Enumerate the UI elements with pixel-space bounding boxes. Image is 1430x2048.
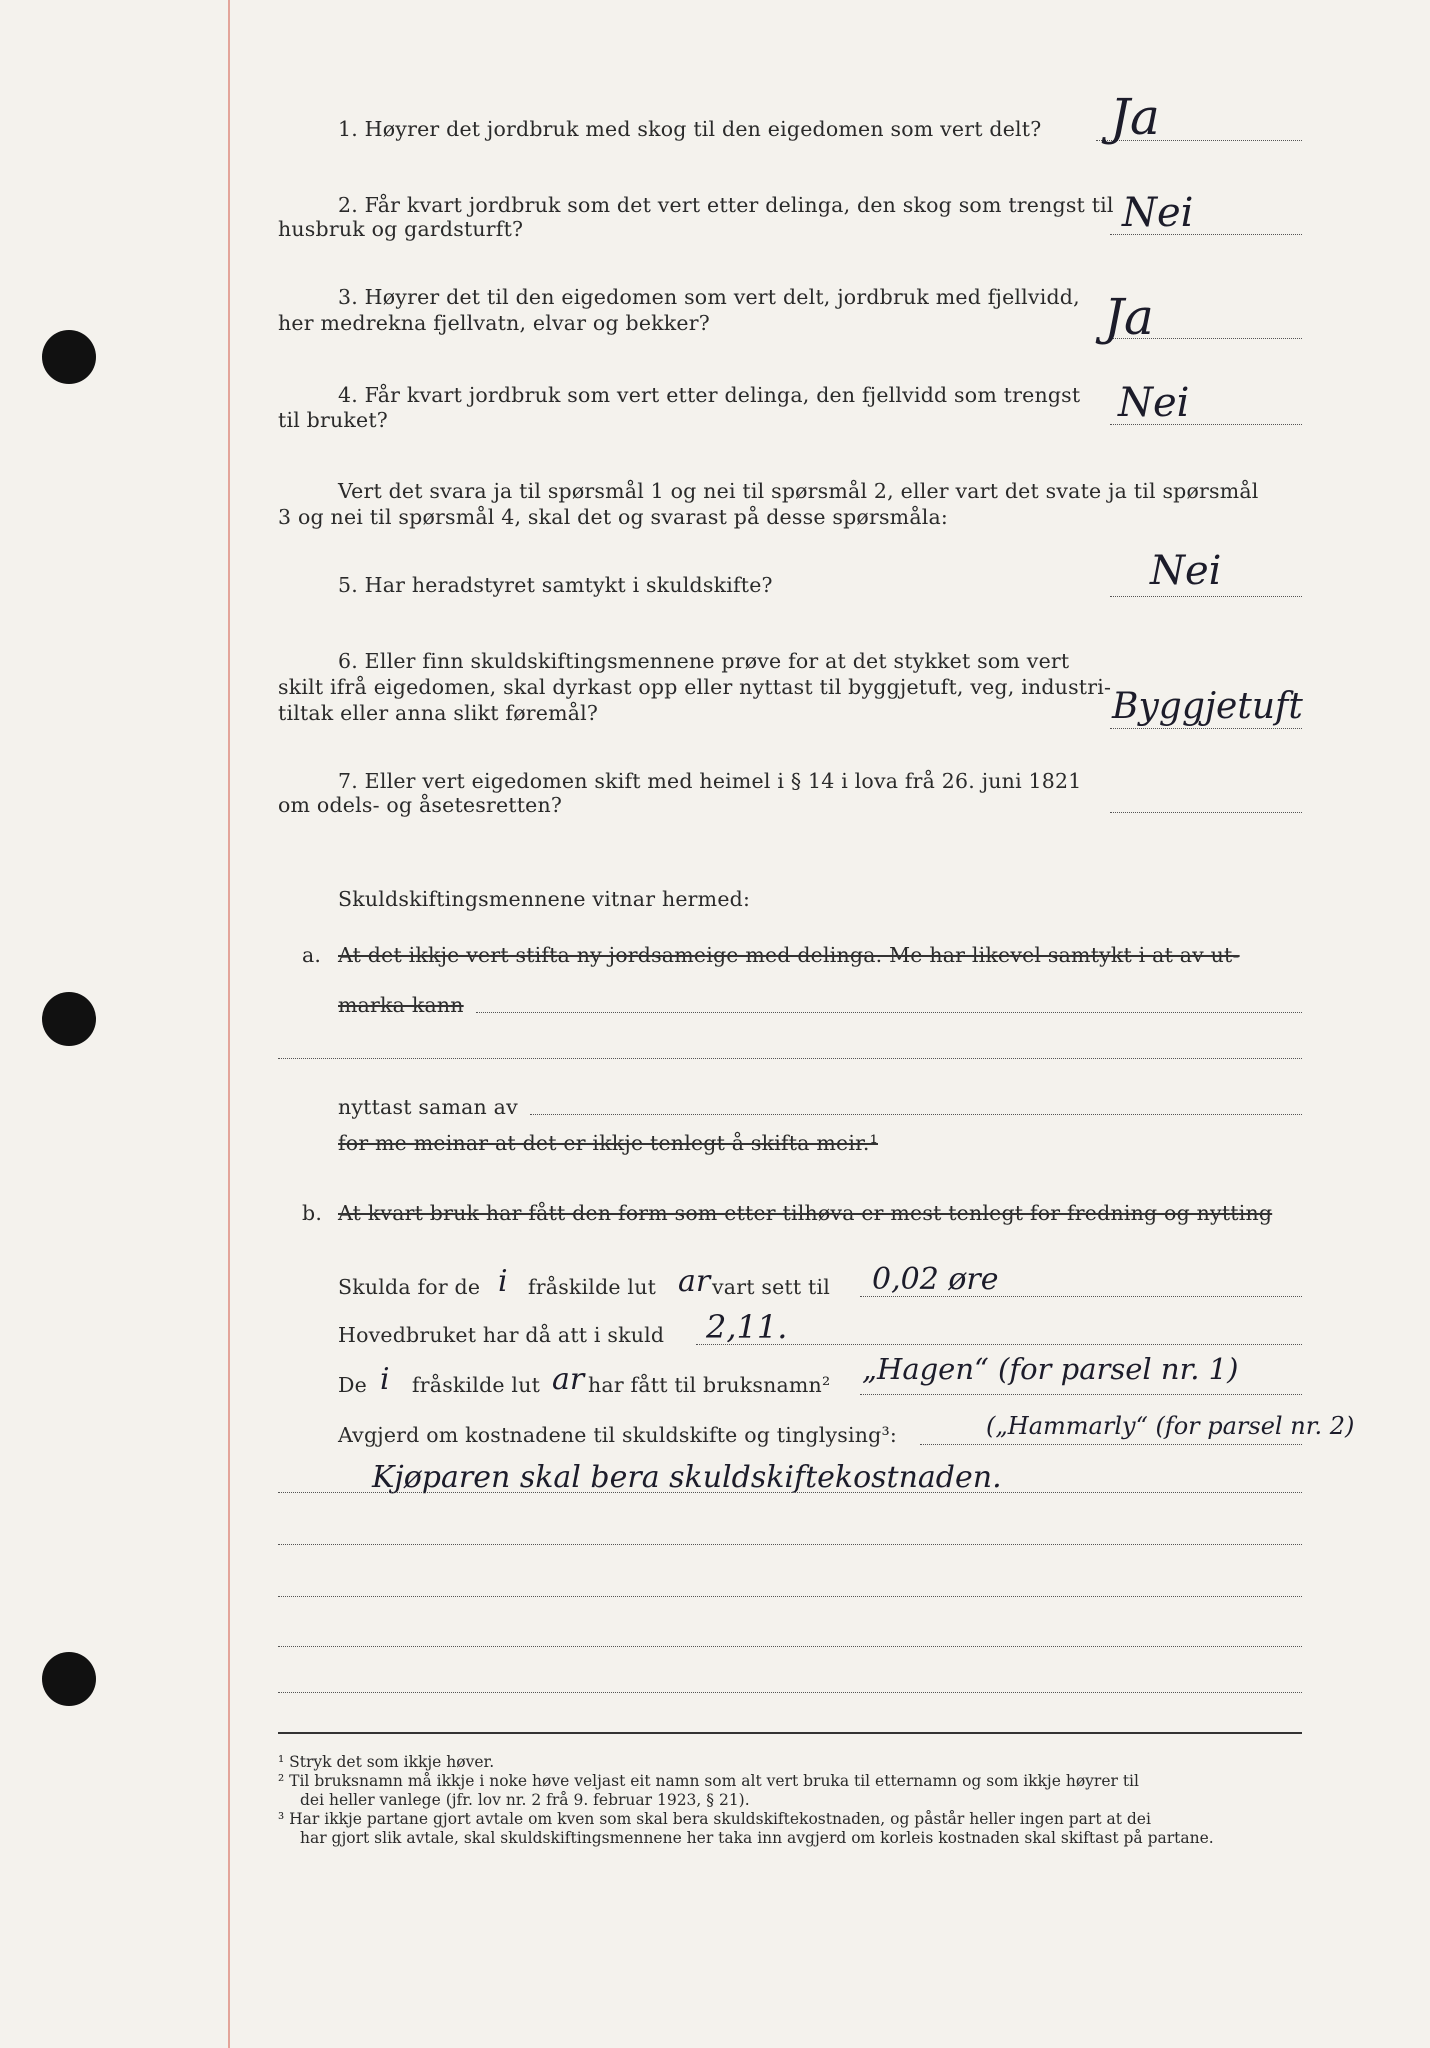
punch-hole [42,1652,96,1706]
fill-line [278,1596,1302,1597]
intro-line1: Vert det svara ja til spørsmål 1 og nei til spørsmål 2, eller vart det svate ja til spørsmål [338,479,1259,503]
item-a-line2: marka kann [338,993,464,1017]
question-4-line1: 4. Får kvart jordbruk som vert etter delinga, den fjellvidd som trengst [338,383,1081,407]
fill-line [278,1544,1302,1545]
skulda-prefix: Skulda for de [338,1275,481,1299]
fill-line [278,1646,1302,1647]
answer-line [1110,812,1302,813]
answer-line [1110,596,1302,597]
avgjerd-value: Kjøparen skal bera skuldskiftekostnaden. [372,1460,1002,1495]
item-b-label: b. [302,1201,323,1225]
item-a-label: a. [302,943,322,967]
question-4-line2: til bruket? [278,408,388,432]
question-3-line1: 3. Høyrer det til den eigedomen som vert delt, jordbruk med fjellvidd, [338,285,1080,309]
fill-line [278,1692,1302,1693]
fill-line [476,1012,1302,1013]
item-a-line1: At det ikkje vert stifta ny jordsameige med delinga. Me har likevel samtykt i at av ut- [338,943,1240,967]
answer-5: Nei [1150,548,1222,594]
skulda-suffix-hw1: i [498,1264,508,1299]
item-b-line1: At kvart bruk har fått den form som etter tilhøva er mest tenlegt for fredning og nytting [338,1201,1273,1225]
answer-4: Nei [1118,380,1190,426]
intro-line2: 3 og nei til spørsmål 4, skal det og svarast på desse spørsmåla: [278,505,949,529]
question-6-line3: tiltak eller anna slikt føremål? [278,701,599,725]
bruksnamn-suffix: har fått til bruksnamn² [588,1373,831,1397]
fill-line [278,1058,1302,1059]
skulda-suffix: vart sett til [712,1275,830,1299]
footnote-3-line2: har gjort slik avtale, skal skuldskiftingsmennene her taka inn avgjerd om korleis kostnaden skal skiftast på partane. [300,1829,1214,1847]
bruksnamn-1: „Hagen“ (for parsel nr. 1) [862,1352,1239,1386]
punch-hole [42,992,96,1046]
question-7-line1: 7. Eller vert eigedomen skift med heimel i § 14 i lova frå 26. juni 1821 [338,769,1082,793]
question-3-line2: her medrekna fjellvatn, elvar og bekker? [278,311,710,335]
testimony-heading: Skuldskiftingsmennene vitnar hermed: [338,887,751,911]
answer-6: Byggjetuft [1112,686,1303,727]
fill-line [530,1114,1302,1115]
fill-line [860,1394,1302,1395]
question-1: 1. Høyrer det jordbruk med skog til den eigedomen som vert delt? [338,117,1042,141]
skulda-value: 0,02 øre [872,1262,999,1297]
question-2-line2: husbruk og gardsturft? [278,217,524,241]
bruksnamn-prefix: De [338,1373,367,1397]
hovedbruket-label: Hovedbruket har då att i skuld [338,1323,665,1347]
hovedbruket-value: 2,11. [706,1308,788,1346]
footnote-3-line1: ³ Har ikkje partane gjort avtale om kven som skal bera skuldskiftekostnaden, og påstår heller ingen part at dei [278,1810,1151,1828]
question-6-line1: 6. Eller finn skuldskiftingsmennene prøve for at det stykket som vert [338,649,1070,673]
item-a-line4: for me meinar at det er ikkje tenlegt å skifta meir.¹ [338,1131,878,1155]
footnote-divider [278,1732,1302,1734]
footnote-2-line2: dei heller vanlege (jfr. lov nr. 2 frå 9. februar 1923, § 21). [300,1791,750,1809]
bruksnamn-mid: fråskilde lut [412,1373,541,1397]
footnote-2-line1: ² Til bruksnamn må ikkje i noke høve veljast eit namn som alt vert bruka til etternamn og som ikkje høyrer til [278,1772,1139,1790]
bruksnamn-2: („Hammarly“ (for parsel nr. 2) [986,1412,1355,1440]
answer-2: Nei [1122,190,1194,236]
bruksnamn-hw2: ar [552,1362,585,1397]
answer-line [1110,728,1302,729]
bruksnamn-hw1: i [380,1362,390,1397]
fill-line [920,1444,1302,1445]
footnote-1: ¹ Stryk det som ikkje høver. [278,1753,495,1771]
question-6-line2: skilt ifrå eigedomen, skal dyrkast opp eller nyttast til byggjetuft, veg, industri- [278,675,1112,699]
question-5: 5. Har heradstyret samtykt i skuldskifte? [338,573,773,597]
question-2-line1: 2. Får kvart jordbruk som det vert etter delinga, den skog som trengst til [338,193,1114,217]
margin-line [228,0,230,2048]
fill-line [278,1492,1302,1493]
answer-1: Ja [1110,88,1160,146]
skulda-suffix-hw2: ar [678,1264,711,1299]
answer-3: Ja [1104,288,1154,346]
avgjerd-label: Avgjerd om kostnadene til skuldskifte og tinglysing³: [338,1423,897,1447]
punch-hole [42,330,96,384]
item-a-line3: nyttast saman av [338,1095,518,1119]
question-7-line2: om odels- og åsetesretten? [278,793,563,817]
skulda-mid: fråskilde lut [528,1275,657,1299]
